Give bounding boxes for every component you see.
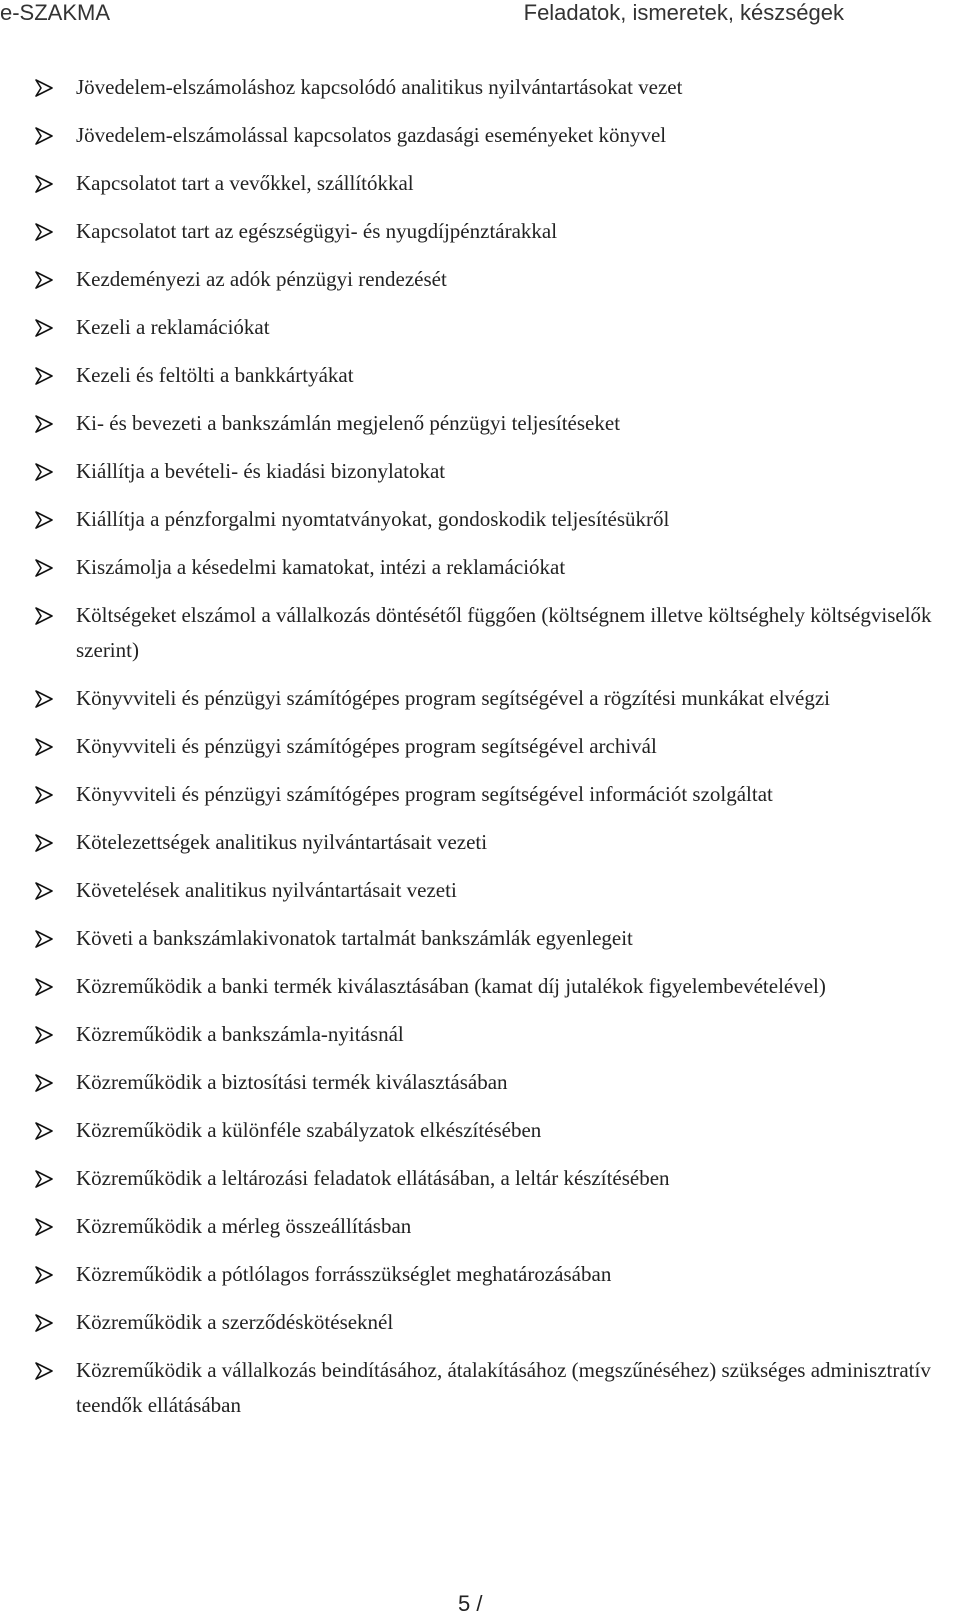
list-item	[0, 214, 960, 249]
list-item	[0, 1017, 960, 1052]
arrowhead-bullet-icon	[34, 223, 54, 241]
list-item	[0, 550, 960, 585]
list-item-text: Közreműködik a szerződéskötéseknél	[76, 1310, 394, 1334]
arrowhead-bullet-icon	[34, 1362, 54, 1380]
list-item	[0, 969, 960, 1004]
list-item-text: Közreműködik a vállalkozás beindításához, átalakításához (megszűnéséhez) szükséges adminisztratív teendők ellátásában	[76, 1358, 931, 1417]
arrowhead-bullet-icon	[34, 690, 54, 708]
list-item	[0, 166, 960, 201]
list-item-text: Kiállítja a bevételi- és kiadási bizonylatokat	[76, 459, 446, 483]
list-item-text: Jövedelem-elszámolással kapcsolatos gazdasági eseményeket könyvel	[76, 123, 667, 147]
list-item	[0, 1065, 960, 1100]
arrowhead-bullet-icon	[34, 271, 54, 289]
arrowhead-bullet-icon	[34, 786, 54, 804]
arrowhead-bullet-icon	[34, 1122, 54, 1140]
page-number: 5 /	[458, 1591, 483, 1616]
arrowhead-bullet-icon	[34, 1314, 54, 1332]
list-item-text: Költségeket elszámol a vállalkozás döntésétől függően (költségnem illetve költséghely költségviselők szerint)	[76, 603, 932, 662]
list-item	[0, 598, 960, 668]
arrowhead-bullet-icon	[34, 127, 54, 145]
header-section-title: Feladatok, ismeretek, készségek	[523, 0, 844, 25]
list-item	[0, 406, 960, 441]
arrowhead-bullet-icon	[34, 463, 54, 481]
list-item-text: Követelések analitikus nyilvántartásait vezeti	[76, 878, 457, 902]
list-item	[0, 118, 960, 153]
arrowhead-bullet-icon	[34, 175, 54, 193]
list-item-text: Kezeli a reklamációkat	[76, 315, 270, 339]
list-item-text: Kezeli és feltölti a bankkártyákat	[76, 363, 354, 387]
list-item-text: Kiállítja a pénzforgalmi nyomtatványokat, gondoskodik teljesítésükről	[76, 507, 670, 531]
list-item-text: Közreműködik a leltározási feladatok ellátásában, a leltár készítésében	[76, 1166, 670, 1190]
list-item-text: Közreműködik a különféle szabályzatok elkészítésében	[76, 1118, 542, 1142]
arrowhead-bullet-icon	[34, 1218, 54, 1236]
arrowhead-bullet-icon	[34, 1074, 54, 1092]
list-item-text: Közreműködik a bankszámla-nyitásnál	[76, 1022, 404, 1046]
arrowhead-bullet-icon	[34, 319, 54, 337]
arrowhead-bullet-icon	[34, 1170, 54, 1188]
list-item	[0, 1305, 960, 1340]
list-item-text: Közreműködik a mérleg összeállításban	[76, 1214, 412, 1238]
list-item-text: Könyvviteli és pénzügyi számítógépes program segítségével információt szolgáltat	[76, 782, 773, 806]
list-item	[0, 502, 960, 537]
list-item	[0, 262, 960, 297]
list-item	[0, 729, 960, 764]
header-brand: e-SZAKMA	[0, 0, 111, 25]
list-item-text: Kapcsolatot tart a vevőkkel, szállítókkal	[76, 171, 414, 195]
page-header	[0, 0, 960, 30]
arrowhead-bullet-icon	[34, 930, 54, 948]
arrowhead-bullet-icon	[34, 882, 54, 900]
list-item	[0, 358, 960, 393]
list-item-text: Kötelezettségek analitikus nyilvántartásait vezeti	[76, 830, 488, 854]
list-item	[0, 825, 960, 860]
list-item	[0, 310, 960, 345]
list-item-text: Könyvviteli és pénzügyi számítógépes program segítségével a rögzítési munkákat elvégzi	[76, 686, 831, 710]
list-item	[0, 1161, 960, 1196]
list-item	[0, 70, 960, 105]
list-item	[0, 1209, 960, 1244]
arrowhead-bullet-icon	[34, 1026, 54, 1044]
list-item-text: Közreműködik a banki termék kiválasztásában (kamat díj jutalékok figyelembevételével)	[76, 974, 826, 998]
list-item-text: Kapcsolatot tart az egészségügyi- és nyugdíjpénztárakkal	[76, 219, 558, 243]
list-item-text: Jövedelem-elszámoláshoz kapcsolódó analitikus nyilvántartásokat vezet	[76, 75, 683, 99]
list-item	[0, 777, 960, 812]
task-list	[0, 70, 960, 1436]
arrowhead-bullet-icon	[34, 834, 54, 852]
list-item	[0, 1113, 960, 1148]
arrowhead-bullet-icon	[34, 738, 54, 756]
list-item-text: Kiszámolja a késedelmi kamatokat, intézi a reklamációkat	[76, 555, 566, 579]
arrowhead-bullet-icon	[34, 79, 54, 97]
arrowhead-bullet-icon	[34, 1266, 54, 1284]
list-item-text: Közreműködik a biztosítási termék kiválasztásában	[76, 1070, 508, 1094]
list-item-text: Ki- és bevezeti a bankszámlán megjelenő pénzügyi teljesítéseket	[76, 411, 621, 435]
list-item-text: Közreműködik a pótlólagos forrásszükséglet meghatározásában	[76, 1262, 612, 1286]
list-item-text: Követi a bankszámlakivonatok tartalmát bankszámlák egyenlegeit	[76, 926, 633, 950]
arrowhead-bullet-icon	[34, 415, 54, 433]
arrowhead-bullet-icon	[34, 978, 54, 996]
list-item	[0, 681, 960, 716]
list-item	[0, 921, 960, 956]
arrowhead-bullet-icon	[34, 367, 54, 385]
arrowhead-bullet-icon	[34, 559, 54, 577]
list-item-text: Könyvviteli és pénzügyi számítógépes program segítségével archivál	[76, 734, 657, 758]
list-item	[0, 1257, 960, 1292]
list-item-text: Kezdeményezi az adók pénzügyi rendezését	[76, 267, 447, 291]
list-item	[0, 873, 960, 908]
list-item	[0, 454, 960, 489]
arrowhead-bullet-icon	[34, 607, 54, 625]
list-item	[0, 1353, 960, 1423]
arrowhead-bullet-icon	[34, 511, 54, 529]
